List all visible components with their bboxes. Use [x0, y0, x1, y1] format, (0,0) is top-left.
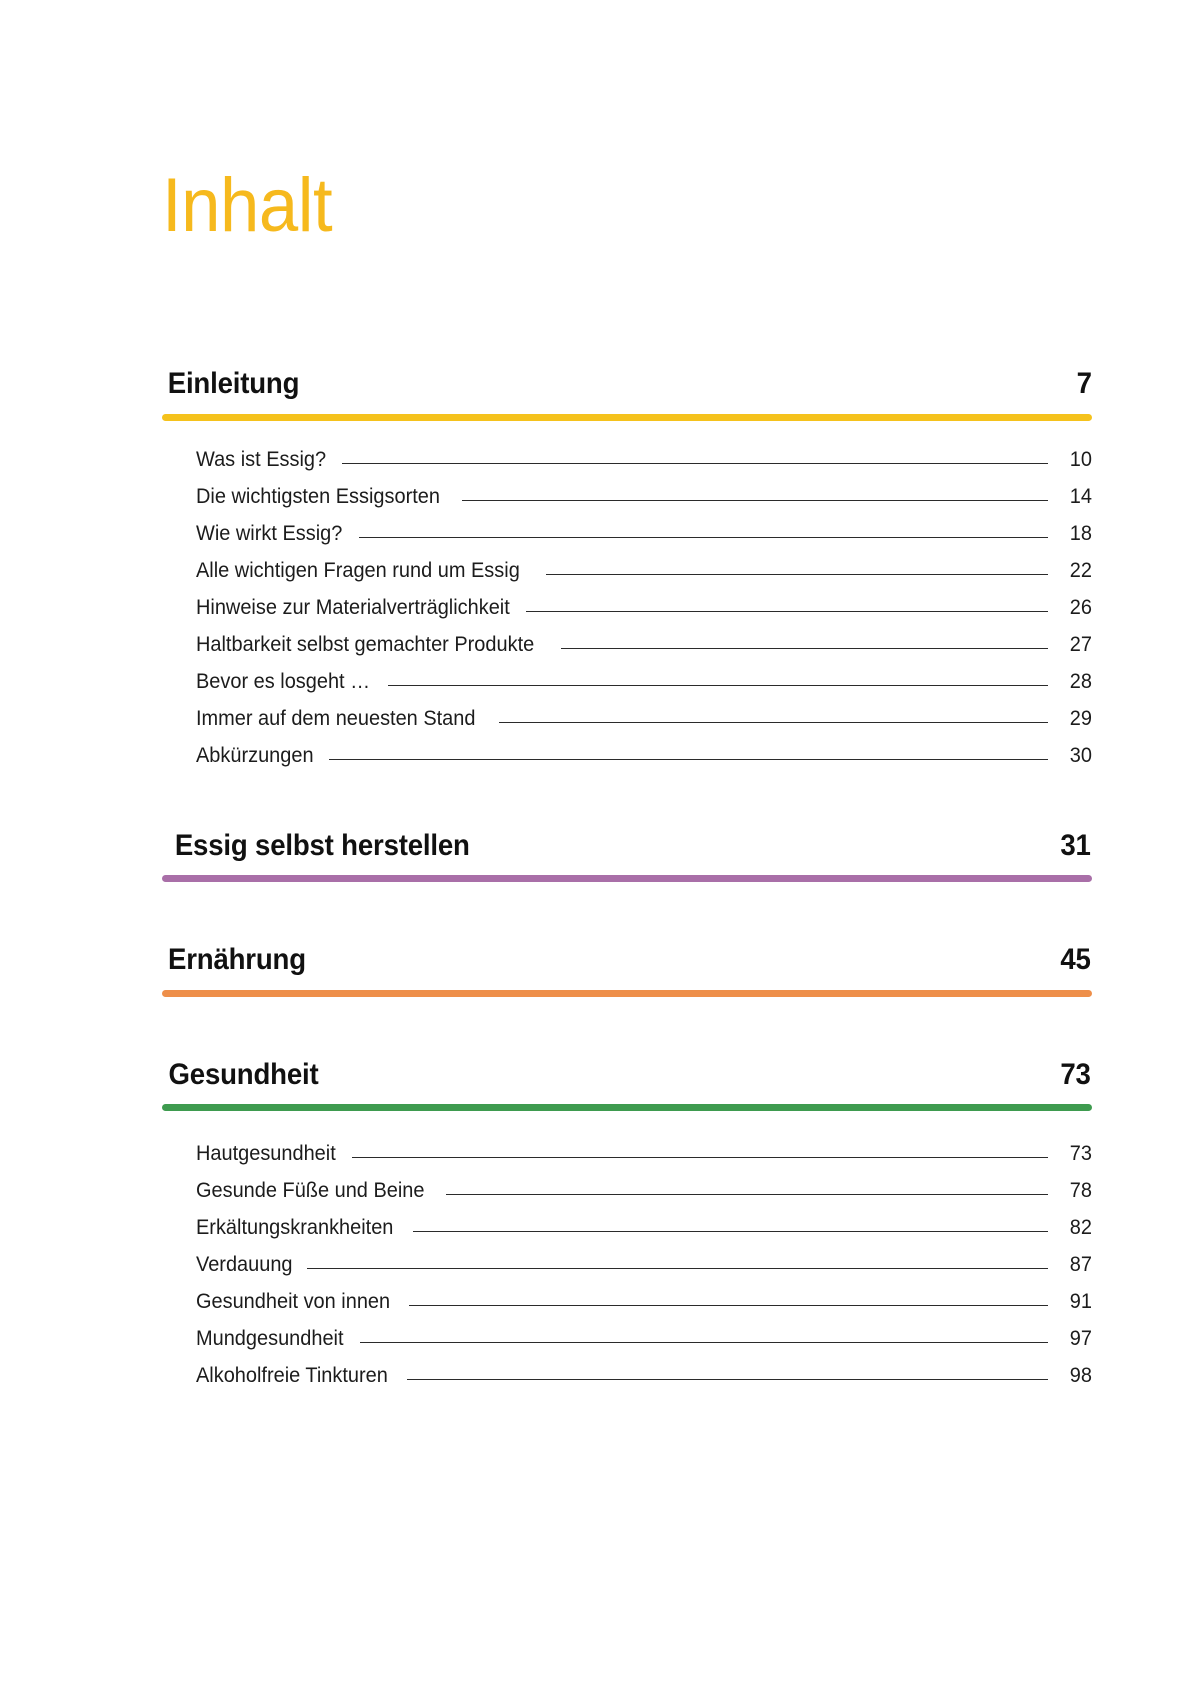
toc-entry-page: 30 — [1069, 743, 1092, 767]
toc-entry[interactable] — [196, 1135, 1092, 1172]
section-rule-gesundheit — [162, 1104, 1092, 1111]
toc-entry-page: 91 — [1069, 1290, 1092, 1313]
toc-entry-label: Haltbarkeit selbst gemachter Produkte — [196, 632, 535, 656]
section-rule-einleitung — [162, 414, 1092, 421]
section-title-essig-selbst-herstellen: Essig selbst herstellen — [174, 828, 470, 862]
toc-entry-label: Mundgesundheit — [196, 1327, 344, 1350]
toc-entry[interactable] — [196, 626, 1092, 663]
section-title-ernaehrung: Ernährung — [167, 943, 306, 976]
toc-entry[interactable] — [196, 1357, 1092, 1394]
toc-entry-label: Gesundheit von innen — [196, 1290, 391, 1313]
toc-entry-leader — [561, 647, 1048, 649]
toc-entry-label: Abkürzungen — [196, 743, 314, 767]
toc-entry-page: 14 — [1069, 484, 1092, 508]
toc-entry-leader — [407, 1378, 1048, 1380]
toc-entry-page: 27 — [1069, 632, 1092, 656]
entry-list-gesundheit — [162, 1135, 1092, 1394]
toc-entry[interactable] — [196, 478, 1092, 515]
toc-entry[interactable] — [196, 441, 1092, 478]
toc-entry-label: Erkältungskrankheiten — [196, 1216, 394, 1239]
section-title-einleitung: Einleitung — [167, 367, 300, 400]
toc-entry-label: Bevor es losgeht … — [196, 669, 371, 693]
section-title-gesundheit: Gesundheit — [168, 1057, 319, 1091]
toc-entry-page: 10 — [1069, 447, 1092, 471]
toc-entry-leader — [342, 462, 1048, 464]
toc-entry-leader — [388, 684, 1048, 686]
toc-entry-leader — [499, 721, 1048, 723]
toc-entry-leader — [329, 758, 1048, 760]
toc-entry[interactable] — [196, 1283, 1092, 1320]
section-gesundheit — [162, 1059, 1092, 1395]
toc-entry-leader — [307, 1267, 1048, 1269]
section-page-ernaehrung: 45 — [1060, 943, 1091, 976]
toc-entry-label: Was ist Essig? — [196, 447, 327, 471]
entry-list-einleitung — [162, 441, 1092, 774]
toc-entry-page: 18 — [1069, 521, 1092, 545]
toc-entry-leader — [359, 536, 1048, 538]
section-page-essig-selbst-herstellen: 31 — [1060, 828, 1091, 862]
toc-entry-label: Wie wirkt Essig? — [196, 521, 343, 545]
toc-entry[interactable] — [196, 1320, 1092, 1357]
toc-entry-page: 22 — [1069, 558, 1092, 582]
toc-entry[interactable] — [196, 663, 1092, 700]
toc-entry-page: 82 — [1069, 1216, 1092, 1239]
section-header-einleitung[interactable] — [162, 368, 1092, 400]
section-page-einleitung: 7 — [1076, 367, 1092, 400]
section-essig-selbst-herstellen — [162, 830, 1092, 883]
toc-entry-label: Alle wichtigen Fragen rund um Essig — [196, 558, 520, 582]
toc-entry-page: 28 — [1069, 669, 1092, 693]
toc-entry[interactable] — [196, 515, 1092, 552]
toc-entry-leader — [446, 1193, 1049, 1195]
section-rule-essig-selbst-herstellen — [162, 875, 1092, 882]
section-rule-ernaehrung — [162, 990, 1092, 997]
toc-entry-label: Die wichtigsten Essigsorten — [196, 484, 440, 508]
toc-entry[interactable] — [196, 700, 1092, 737]
section-header-gesundheit[interactable] — [162, 1059, 1092, 1091]
toc-entry-page: 73 — [1069, 1142, 1092, 1165]
toc-entry-leader — [413, 1230, 1048, 1232]
toc-entry-page: 29 — [1069, 706, 1092, 730]
toc-entry-leader — [360, 1341, 1048, 1343]
toc-entry-label: Verdauung — [196, 1253, 293, 1276]
toc-entry-page: 87 — [1069, 1253, 1092, 1276]
toc-entry[interactable] — [196, 1172, 1092, 1209]
toc-entry-page: 97 — [1069, 1327, 1092, 1350]
toc-entry[interactable] — [196, 589, 1092, 626]
toc-entry-leader — [462, 499, 1048, 501]
toc-entry-label: Immer auf dem neuesten Stand — [196, 706, 476, 730]
toc-entry[interactable] — [196, 552, 1092, 589]
toc-entry-label: Hautgesundheit — [196, 1142, 336, 1165]
section-ernaehrung — [162, 944, 1092, 997]
toc-entry-page: 26 — [1069, 595, 1092, 619]
section-header-essig-selbst-herstellen[interactable] — [162, 830, 1092, 862]
toc-entry-label: Alkoholfreie Tinkturen — [196, 1364, 388, 1387]
toc-entry-page: 78 — [1069, 1179, 1092, 1202]
toc-entry-page: 98 — [1069, 1364, 1092, 1387]
toc-entry-leader — [546, 573, 1048, 575]
toc-content — [162, 0, 1092, 1394]
page-title: Inhalt — [162, 163, 333, 248]
toc-entry-leader — [352, 1156, 1048, 1158]
section-page-gesundheit: 73 — [1060, 1057, 1091, 1091]
section-header-ernaehrung[interactable] — [162, 944, 1092, 976]
toc-entry-label: Gesunde Füße und Beine — [196, 1179, 425, 1202]
toc-entry[interactable] — [196, 1209, 1092, 1246]
toc-entry-leader — [526, 610, 1048, 612]
toc-entry-label: Hinweise zur Materialverträglichkeit — [196, 595, 510, 619]
toc-entry[interactable] — [196, 737, 1092, 774]
toc-entry-leader — [409, 1304, 1048, 1306]
toc-entry[interactable] — [196, 1246, 1092, 1283]
section-einleitung — [162, 368, 1092, 774]
